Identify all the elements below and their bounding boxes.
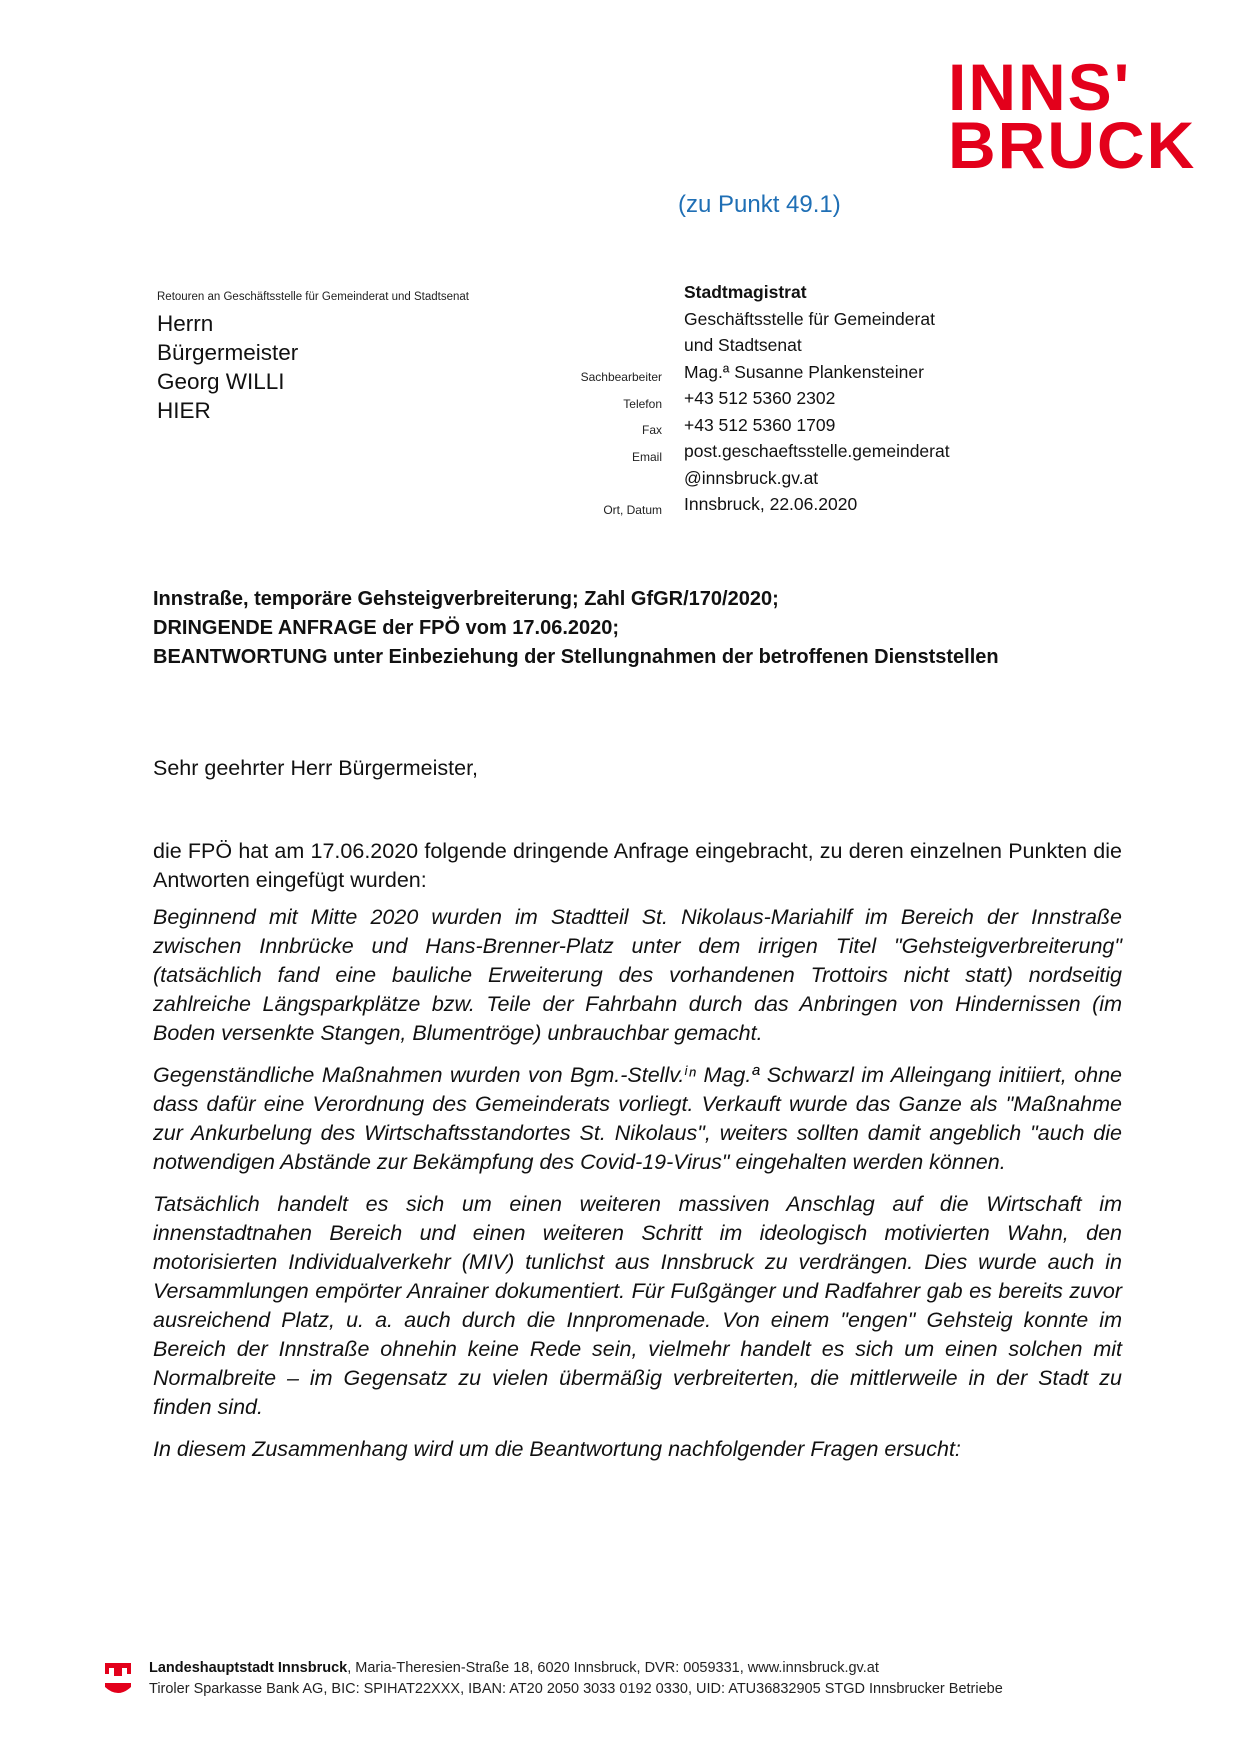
- recipient-line: Georg WILLI: [157, 369, 285, 394]
- sender-dept: und Stadtsenat: [684, 335, 802, 355]
- city-coat-of-arms-icon: [103, 1661, 133, 1701]
- quoted-paragraph: In diesem Zusammenhang wird um die Beantwortung nachfolgender Fragen ersucht:: [153, 1437, 961, 1461]
- sender-label-place-date: Ort, Datum: [603, 502, 662, 517]
- sender-place-date: Innsbruck, 22.06.2020: [684, 494, 858, 514]
- agenda-reference: (zu Punkt 49.1): [678, 191, 841, 218]
- sender-phone: +43 512 5360 2302: [684, 388, 836, 408]
- recipient-address: [157, 309, 298, 425]
- sender-label-clerk: Sachbearbeiter: [580, 370, 662, 384]
- innsbruck-logo: [948, 50, 1197, 182]
- logo-line-2: BRUCK: [948, 108, 1197, 182]
- sender-org: Stadtmagistrat: [684, 282, 807, 302]
- salutation: Sehr geehrter Herr Bürgermeister,: [153, 756, 479, 780]
- quoted-paragraph: Gegenständliche Maßnahmen wurden von Bgm.-Stellv.ⁱⁿ Mag.ª Schwarzl im Alleingang initiiert, ohne dass dafür eine Verordnung des Gemeinderats vorliegt. Verkauft wurde das Ganze als "Maßnahme zur Ankurbelung des Wirtschaftsstandortes St. Nikolaus", weiters sollten damit angeblich "auch die notwendigen Abstände zur Bekämpfung des Covid-19-Virus" eingehalten werden können.: [153, 1063, 1122, 1174]
- recipient-line: Herrn: [157, 311, 214, 336]
- sender-fax: +43 512 5360 1709: [684, 414, 836, 435]
- quoted-paragraph: Tatsächlich handelt es sich um einen weiteren massiven Anschlag auf die Wirtschaft im innenstadtnahen Bereich und einen weiteren Schritt im ideologisch motivierten Wahn, den motorisierten Individualverkehr (MIV) tunlichst aus Innsbruck zu verdrängen. Dies wurde auch in Versammlungen empörter Anrainer dokumentiert. Für Fußgänger und Radfahrer gab es bereits zuvor ausreichend Platz, u. a. auch durch die Innpromenade. Von einem "engen" Gehsteig konnte im Bereich der Innstraße ohnehin keine Rede sein, vielmehr handelt es sich um einen solchen mit Normalbreite – im Gegensatz zu vielen übermäßig verbreiterten, die mittlerweile in der Stadt zu finden sind.: [153, 1192, 1122, 1419]
- sender-label-email: Email: [631, 449, 662, 464]
- footer-line-2: Tiroler Sparkasse Bank AG, BIC: SPIHAT22XXX, IBAN: AT20 2050 3033 0192 0330, UID: ATU36832905 STGD Innsbrucker Betriebe: [149, 1681, 1003, 1697]
- logo-line-1: INNS': [948, 50, 1132, 124]
- subject-line: DRINGENDE ANFRAGE der FPÖ vom 17.06.2020;: [153, 617, 620, 639]
- sender-label-phone: Telefon: [623, 396, 662, 411]
- recipient-line: HIER: [157, 398, 211, 423]
- sender-clerk: Mag.ª Susanne Plankensteiner: [684, 361, 924, 382]
- footer-address: , Maria-Theresien-Straße 18, 6020 Innsbruck, DVR: 0059331, www.innsbruck.gv.at: [347, 1660, 879, 1676]
- intro-paragraph: die FPÖ hat am 17.06.2020 folgende dringende Anfrage eingebracht, zu deren einzelnen Punkten die Antworten eingefügt wurden:: [153, 839, 1122, 892]
- sender-email-domain: @innsbruck.gv.at: [684, 467, 819, 488]
- subject: [153, 585, 999, 672]
- footer-line-1: [149, 1658, 1003, 1679]
- return-address-line: Retouren an Geschäftsstelle für Gemeinderat und Stadtsenat: [157, 291, 469, 303]
- sender-label-fax: Fax: [641, 423, 662, 437]
- sender-email: post.geschaeftsstelle.gemeinderat: [684, 441, 950, 461]
- footer-org: Landeshauptstadt Innsbruck: [149, 1660, 348, 1676]
- sender-info: [520, 282, 1000, 521]
- sender-dept: Geschäftsstelle für Gemeinderat: [684, 308, 935, 329]
- recipient-line: Bürgermeister: [157, 340, 299, 365]
- quoted-paragraph: Beginnend mit Mitte 2020 wurden im Stadtteil St. Nikolaus-Mariahilf im Bereich der Innstraße zwischen Innbrücke und Hans-Brenner-Platz unter dem irrigen Titel "Gehsteigverbreiterung" (tatsächlich fand eine bauliche Erweiterung des vorhandenen Trottoirs nicht statt) nordseitig zahlreiche Längsparkplätze bzw. Teile der Fahrbahn durch das Anbringen von Hindernissen (im Boden versenkte Stangen, Blumentröge) unbrauchbar gemacht.: [153, 905, 1122, 1045]
- letter-body: [153, 837, 1122, 1464]
- subject-line: BEANTWORTUNG unter Einbeziehung der Stellungnahmen der betroffenen Dienststellen: [153, 646, 999, 668]
- subject-line: Innstraße, temporäre Gehsteigverbreiterung; Zahl GfGR/170/2020;: [153, 588, 779, 610]
